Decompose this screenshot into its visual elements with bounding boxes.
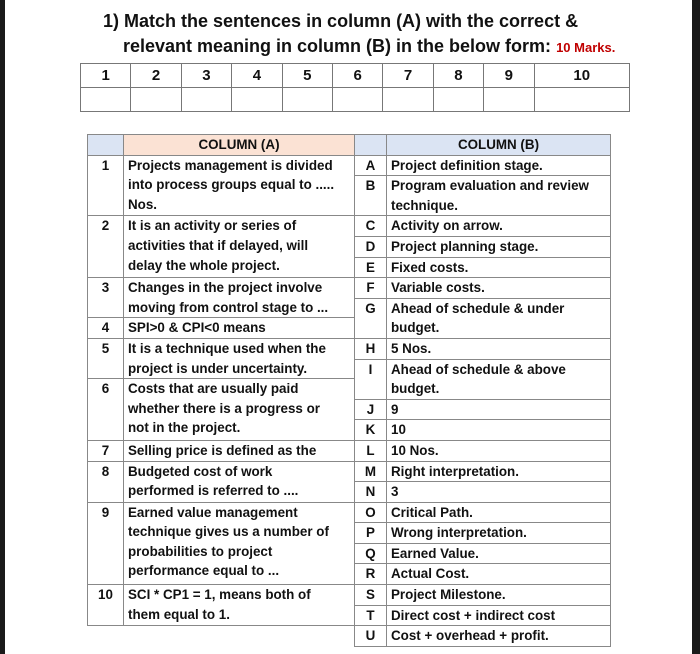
column-b-meaning	[387, 420, 611, 441]
answer-input-cell[interactable]	[131, 88, 181, 112]
answer-input-cell[interactable]	[534, 88, 629, 112]
column-b-letter: K	[355, 420, 387, 441]
statement-line: technique gives us a number of	[128, 524, 329, 540]
meaning-line: Ahead of schedule & under	[391, 300, 565, 316]
answer-grid-blanks	[81, 88, 630, 112]
column-b-meaning	[387, 440, 611, 461]
meaning-line: Wrong interpretation.	[391, 525, 527, 541]
meaning-line: Right interpretation.	[391, 463, 519, 479]
column-a-number: 6	[88, 379, 124, 441]
column-a-statement	[124, 155, 355, 216]
column-b-letter: G	[355, 298, 387, 338]
column-b-meaning	[387, 216, 611, 237]
statement-line: performance equal to ...	[128, 563, 280, 579]
answer-number-cell: 7	[383, 64, 433, 88]
meaning-line: Earned Value.	[391, 545, 479, 561]
empty-cell	[124, 626, 355, 647]
column-a-number: 3	[88, 278, 124, 318]
statement-line: It is an activity or series of	[128, 218, 297, 234]
statement-line: Selling price is defined as the	[128, 442, 317, 458]
meaning-line: Project planning stage.	[391, 238, 539, 254]
column-b-meaning	[387, 257, 611, 278]
column-a-statement	[124, 318, 355, 339]
column-b-meaning	[387, 523, 611, 544]
meaning-line: budget.	[391, 381, 440, 397]
column-b-meaning	[387, 278, 611, 299]
column-a-number: 5	[88, 338, 124, 378]
table-row	[88, 502, 611, 523]
table-row	[88, 585, 611, 606]
answer-number-cell: 2	[131, 64, 181, 88]
table-row	[88, 338, 611, 359]
column-b-letter: H	[355, 338, 387, 359]
matching-table	[87, 134, 611, 647]
meaning-line: Critical Path.	[391, 504, 473, 520]
meaning-line: Fixed costs.	[391, 259, 469, 275]
answer-input-cell[interactable]	[484, 88, 534, 112]
meaning-line: Actual Cost.	[391, 566, 470, 582]
column-a-statement	[124, 585, 355, 626]
column-b-letter: Q	[355, 543, 387, 564]
column-a-number: 1	[88, 155, 124, 216]
answer-input-cell[interactable]	[282, 88, 332, 112]
column-b-letter: O	[355, 502, 387, 523]
meaning-line: 10 Nos.	[391, 442, 439, 458]
column-b-letter: M	[355, 461, 387, 482]
column-b-letter: S	[355, 585, 387, 606]
statement-line: SCI * CP1 = 1, means both of	[128, 587, 311, 603]
meaning-line: 3	[391, 484, 399, 500]
column-b-meaning	[387, 585, 611, 606]
column-b-letter: E	[355, 257, 387, 278]
column-b-letter: D	[355, 236, 387, 257]
answer-grid	[80, 63, 630, 112]
column-b-meaning	[387, 502, 611, 523]
answer-input-cell[interactable]	[433, 88, 483, 112]
column-b-meaning	[387, 338, 611, 359]
statement-line: SPI>0 & CPI<0 means	[128, 320, 266, 336]
column-b-letter: F	[355, 278, 387, 299]
column-b-meaning	[387, 236, 611, 257]
statement-line: probabilities to project	[128, 543, 273, 559]
statement-line: activities that if delayed, will	[128, 237, 309, 253]
meaning-line: technique.	[391, 197, 458, 213]
answer-number-cell: 9	[484, 64, 534, 88]
column-a-statement	[124, 216, 355, 278]
column-a-header: COLUMN (A)	[124, 135, 355, 156]
meaning-line: 9	[391, 401, 399, 417]
column-a-statement	[124, 338, 355, 378]
statement-line: Budgeted cost of work	[128, 463, 273, 479]
answer-number-cell: 3	[181, 64, 231, 88]
column-b-letter: R	[355, 564, 387, 585]
table-row	[88, 626, 611, 647]
left-page-edge	[0, 0, 5, 654]
answer-input-cell[interactable]	[383, 88, 433, 112]
column-a-number: 7	[88, 440, 124, 461]
answer-number-cell: 5	[282, 64, 332, 88]
statement-line: Changes in the project involve	[128, 280, 323, 296]
column-b-meaning	[387, 543, 611, 564]
answer-input-cell[interactable]	[81, 88, 131, 112]
column-b-meaning	[387, 482, 611, 503]
column-b-meaning	[387, 298, 611, 338]
statement-line: Nos.	[128, 196, 158, 212]
question-heading	[103, 9, 663, 60]
column-a-statement	[124, 278, 355, 318]
meaning-line: 10	[391, 422, 406, 438]
meaning-line: Project definition stage.	[391, 157, 543, 173]
answer-input-cell[interactable]	[181, 88, 231, 112]
table-row	[88, 278, 611, 299]
column-b-letter: B	[355, 176, 387, 216]
right-page-edge	[692, 0, 700, 654]
column-b-letter: U	[355, 626, 387, 647]
meaning-line: budget.	[391, 320, 440, 336]
meaning-line: Direct cost + indirect cost	[391, 607, 556, 623]
answer-number-cell: 8	[433, 64, 483, 88]
answer-input-cell[interactable]	[232, 88, 282, 112]
column-b-meaning	[387, 626, 611, 647]
table-row	[88, 216, 611, 237]
column-b-letter: I	[355, 359, 387, 399]
answer-grid-numbers	[81, 64, 630, 88]
column-b-letter: C	[355, 216, 387, 237]
meaning-line: Program evaluation and review	[391, 178, 589, 194]
column-a-number: 4	[88, 318, 124, 339]
statement-line: whether there is a progress or	[128, 400, 320, 416]
question-line-1: 1) Match the sentences in column (A) with the correct &	[103, 11, 579, 31]
column-a-statement	[124, 461, 355, 502]
column-b-letter: N	[355, 482, 387, 503]
column-b-letter: T	[355, 605, 387, 626]
statement-line: project is under uncertainty.	[128, 360, 308, 376]
column-a-number: 9	[88, 502, 124, 584]
column-b-meaning	[387, 176, 611, 216]
column-b-letter: L	[355, 440, 387, 461]
table-row	[88, 155, 611, 176]
statement-line: performed is referred to ....	[128, 483, 299, 499]
statement-line: not in the project.	[128, 420, 241, 436]
column-b-meaning	[387, 399, 611, 420]
answer-input-cell[interactable]	[332, 88, 382, 112]
column-b-meaning	[387, 605, 611, 626]
column-b-header: COLUMN (B)	[387, 135, 611, 156]
statement-line: Costs that are usually paid	[128, 381, 299, 397]
question-line-2: relevant meaning in column (B) in the below form:	[123, 36, 552, 56]
statement-line: into process groups equal to .....	[128, 177, 335, 193]
column-b-meaning	[387, 564, 611, 585]
statement-line: Projects management is divided	[128, 157, 333, 173]
answer-number-cell: 6	[332, 64, 382, 88]
column-a-number: 8	[88, 461, 124, 502]
meaning-line: Activity on arrow.	[391, 218, 503, 234]
answer-number-cell: 10	[534, 64, 629, 88]
column-b-letter: A	[355, 155, 387, 176]
column-b-letter: P	[355, 523, 387, 544]
statement-line: delay the whole project.	[128, 257, 280, 273]
column-a-statement	[124, 440, 355, 461]
column-a-number: 2	[88, 216, 124, 278]
column-b-meaning	[387, 359, 611, 399]
meaning-line: 5 Nos.	[391, 340, 432, 356]
statement-line: moving from control stage to ...	[128, 299, 329, 315]
meaning-line: Ahead of schedule & above	[391, 361, 566, 377]
column-b-letter-header	[355, 135, 387, 156]
answer-number-cell: 1	[81, 64, 131, 88]
statement-line: them equal to 1.	[128, 606, 230, 622]
column-b-letter: J	[355, 399, 387, 420]
table-row	[88, 440, 611, 461]
column-a-num-header	[88, 135, 124, 156]
marks-label: 10 Marks.	[556, 40, 616, 55]
answer-number-cell: 4	[232, 64, 282, 88]
empty-cell	[88, 626, 124, 647]
column-a-statement	[124, 502, 355, 584]
column-a-number: 10	[88, 585, 124, 626]
table-row	[88, 461, 611, 482]
statement-line: Earned value management	[128, 504, 298, 520]
matching-table-header	[88, 135, 611, 156]
column-b-meaning	[387, 461, 611, 482]
meaning-line: Project Milestone.	[391, 587, 506, 603]
meaning-line: Variable costs.	[391, 280, 485, 296]
column-a-statement	[124, 379, 355, 441]
statement-line: It is a technique used when the	[128, 340, 326, 356]
meaning-line: Cost + overhead + profit.	[391, 628, 549, 644]
column-b-meaning	[387, 155, 611, 176]
